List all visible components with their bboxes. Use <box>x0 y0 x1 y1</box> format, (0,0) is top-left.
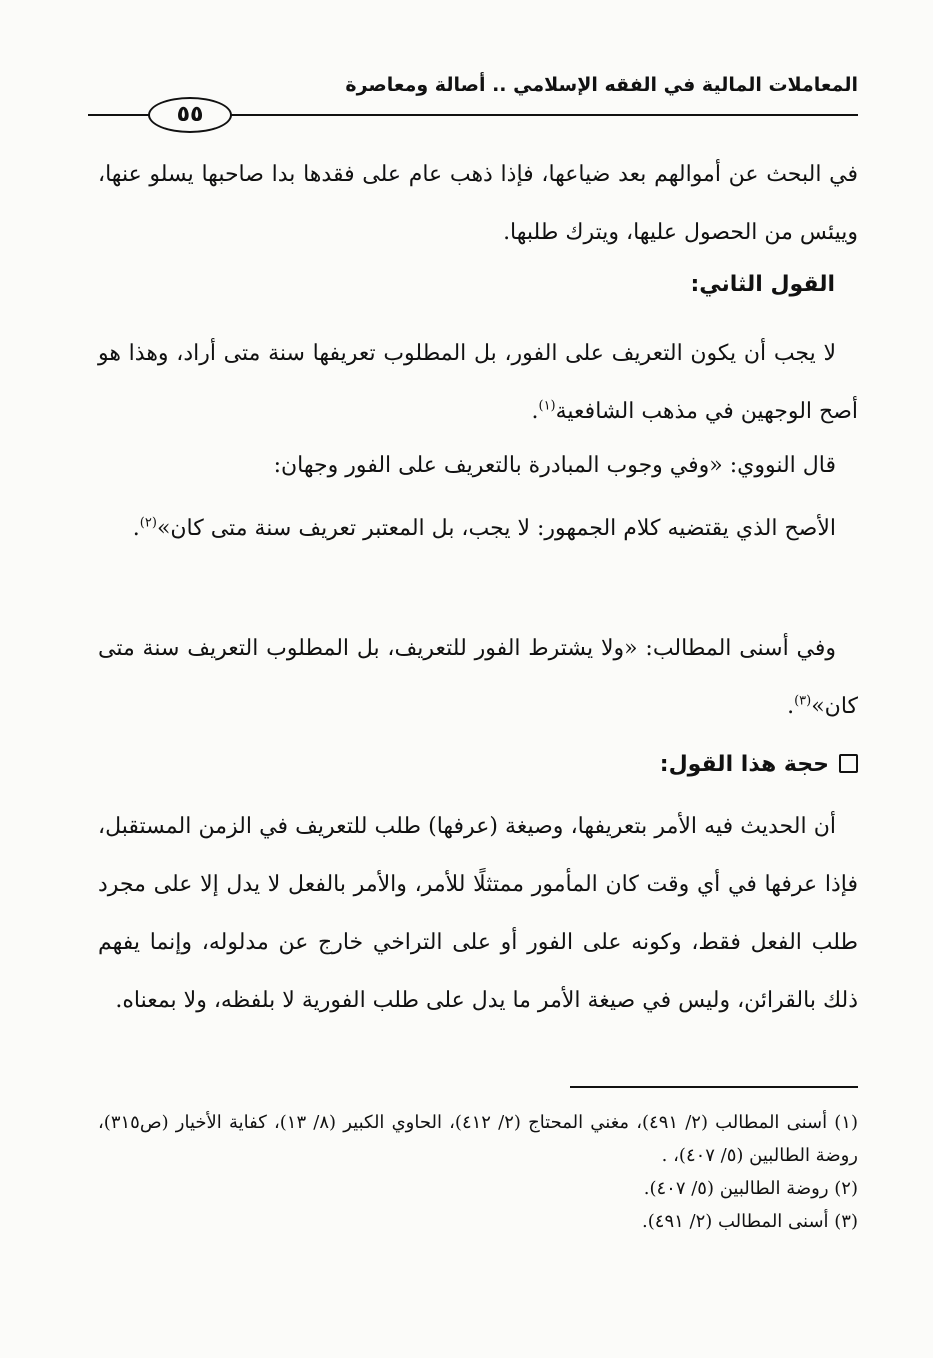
paragraph-nawawi-quote: قال النووي: «وفي وجوب المبادرة بالتعريف على الفور وجهان: <box>273 453 836 478</box>
paragraph-nawawi-continued: الأصح الذي يقتضيه كلام الجمهور: لا يجب، بل المعتبر تعريف سنة متى كان»$^{(٢)}$. <box>132 515 836 541</box>
paragraph-text: لا يجب أن يكون التعريف على الفور، بل المطلوب تعريفها سنة متى أراد، وهذا هو أصح الوجهين في مذهب الشافعية <box>98 341 858 424</box>
heading-second-opinion: القول الثاني: <box>690 272 835 297</box>
paragraph-text: وفي أسنى المطالب: «ولا يشترط الفور للتعريف، بل المطلوب التعريف سنة متى كان» <box>98 636 858 719</box>
section-heading-text: حجة هذا القول: <box>659 752 829 777</box>
page-number: ٥٥ <box>148 97 232 133</box>
section-heading-evidence <box>660 745 858 785</box>
footnote-1: (١) أسنى المطالب (٢/ ٤٩١)، مغني المحتاج (٢/ ٤١٢)، الحاوي الكبير (٨/ ١٣)، كفاية الأخيار (ص٣١٥)، روضة الطالبين (٥/ ٤٠٧)، . <box>98 1112 858 1166</box>
footnote-ref-2: (٢) <box>139 515 157 531</box>
square-bullet-icon <box>839 754 858 773</box>
paragraph-evidence: أن الحديث فيه الأمر بتعريفها، وصيغة (عرفها) طلب للتعريف في الزمن المستقبل، فإذا عرفها في أي وقت كان المأمور ممتثلًا للأمر، والأمر بالفعل لا يدل إلا على مجرد طلب الفعل فقط، وكونه على الفور أو على التراخي خارج عن مدلوله، وإنما يفهم ذلك بالقرائن، وليس في صيغة الأمر ما يدل على طلب الفورية لا بلفظه، ولا بمعناه. <box>98 814 858 1013</box>
paragraph-text: الأصح الذي يقتضيه كلام الجمهور: لا يجب، بل المعتبر تعريف سنة متى كان» <box>156 516 836 541</box>
footnote-ref-3: (٣) <box>794 693 812 709</box>
running-title: المعاملات المالية في الفقه الإسلامي .. أصالة ومعاصرة <box>345 74 858 96</box>
footnote-rule <box>570 1086 858 1088</box>
footnote-3: (٣) أسنى المطالب (٢/ ٤٩١). <box>642 1211 858 1232</box>
paragraph-intro: في البحث عن أموالهم بعد ضياعها، فإذا ذهب عام على فقدها بدا صاحبها يسلو عنها، وييئس من الحصول عليها، ويترك طلبها. <box>98 162 858 245</box>
footnote-ref-1: (١) <box>538 398 556 414</box>
paragraph-second-opinion: لا يجب أن يكون التعريف على الفور، بل المطلوب تعريفها سنة متى أراد، وهذا هو أصح الوجهين في مذهب الشافعية$^{(١)}$. <box>98 341 858 424</box>
paragraph-asna-quote: وفي أسنى المطالب: «ولا يشترط الفور للتعريف، بل المطلوب التعريف سنة متى كان»$^{(٣)}$. <box>98 636 858 719</box>
footnotes-list <box>98 1106 858 1238</box>
footnote-2: (٢) روضة الطالبين (٥/ ٤٠٧). <box>643 1178 858 1199</box>
